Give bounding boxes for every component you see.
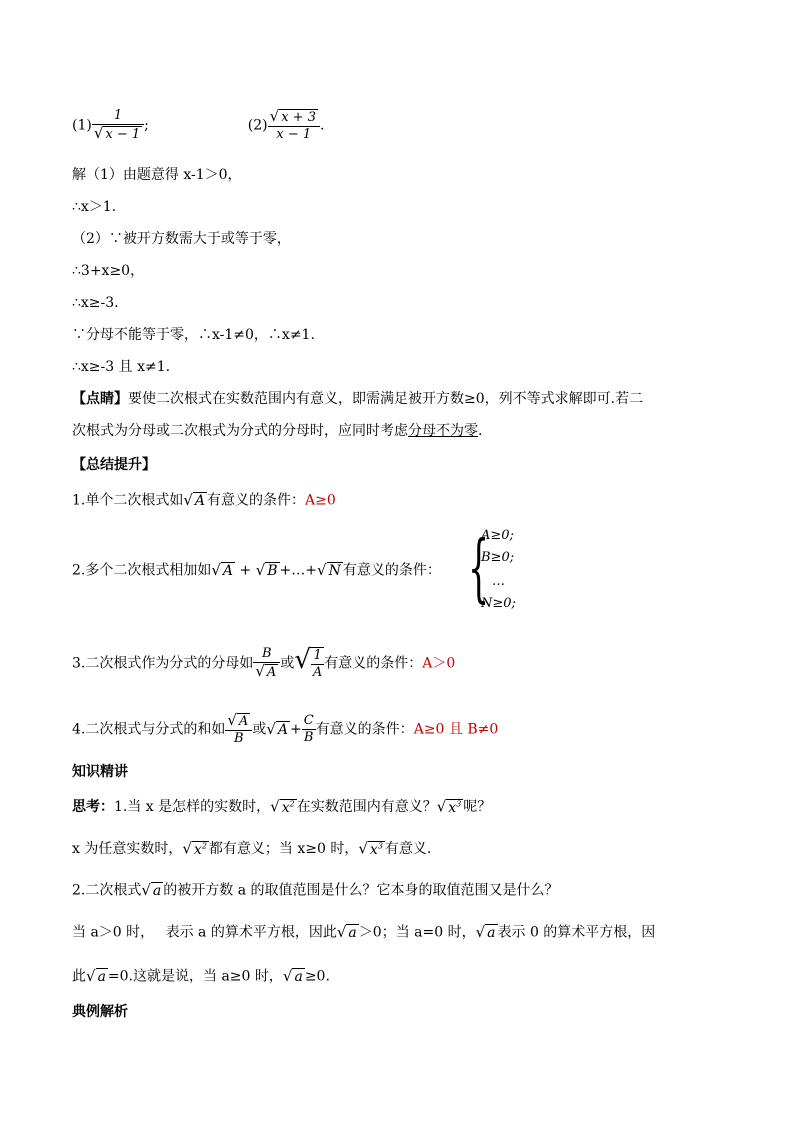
think-question-1: 思考：1.当 x 是怎样的实数时，√ $x^2$ 在实数范围内有意义？√ $x^3$ 呢？ xyxy=(72,797,492,816)
summary-item-3-condition: A＞0 xyxy=(422,655,456,672)
summary-item-3: 3.二次根式作为分式的分母如 $\frac{B}{√ A}$ 或√ $\frac{1}{A}$ 有意义的条件：A＞0 xyxy=(72,644,456,680)
think-question-2: 2.二次根式√ a 的被开方数 a 的取值范围是什么？它本身的取值范围又是什么？ xyxy=(72,881,559,899)
note-tag: 【点睛】 xyxy=(72,391,128,407)
note-line-2: 次根式为分母或二次根式为分式的分母时，应同时考虑分母不为零. xyxy=(72,423,483,439)
summary-item-2-conditions: { A≥0; B≥0; … N≥0; xyxy=(468,525,516,611)
summary-item-4: 4.二次根式与分式的和如 $\frac{√ A}{B}$ 或√ A + $\frac{C}{B}$ 有意义的条件：A≥0 且 B≠0 xyxy=(72,711,499,746)
summary-item-1: 1.单个二次根式如√ A 有意义的条件：A≥0 xyxy=(72,491,336,509)
solution-line-6: ∵分母不能等于零，∴x-1≠0，∴x≠1. xyxy=(72,327,315,343)
summary-item-1-condition: A≥0 xyxy=(305,492,336,509)
summary-item-4-condition: A≥0 且 B≠0 xyxy=(413,721,499,738)
problem-1-label: (1) xyxy=(72,117,92,134)
summary-title: 【总结提升】 xyxy=(72,457,156,473)
knowledge-title: 知识精讲 xyxy=(72,764,128,780)
problem-line: (1) $\frac{1}{√ x - 1}$ ; (2) $\frac{√ x + 3}{x - 1}$ . xyxy=(72,107,325,142)
solution-line-1: 解（1）由题意得 x-1＞0， xyxy=(72,167,242,183)
problem-2-fraction: $\frac{√ x + 3}{x - 1}$ xyxy=(268,108,320,143)
solution-line-2: ∴x＞1. xyxy=(72,199,117,215)
left-brace-icon: { xyxy=(468,525,490,611)
solution-line-7: ∴x≥-3 且 x≠1. xyxy=(72,359,171,375)
solution-line-3: （2）∵被开方数需大于或等于零， xyxy=(72,231,291,247)
summary-item-2: 2.多个二次根式相加如√ A + √ B +…+√ N 有意义的条件： xyxy=(72,561,441,579)
problem-2-label: (2) xyxy=(247,117,268,134)
solution-line-4: ∴3+x≥0， xyxy=(72,263,145,279)
solution-line-5: ∴x≥-3. xyxy=(72,295,119,311)
example-title: 典例解析 xyxy=(72,1004,128,1020)
problem-1-fraction: $\frac{1}{√ x - 1}$ xyxy=(92,108,144,143)
note-line-1: 【点睛】要使二次根式在实数范围内有意义，即需满足被开方数≥0，列不等式求解即可.若二 xyxy=(72,391,644,407)
think-answer-2-line-1: 当 a＞0 时， 表示 a 的算术平方根，因此√ a ＞0；当 a=0 时，√ a 表示 0 的算术平方根，因 xyxy=(72,923,656,941)
think-answer-1: x 为任意实数时，√ $x^2$ 都有意义；当 x≥0 时，√ $x^3$ 有意义. xyxy=(72,839,432,858)
think-answer-2-line-2: 此√ a =0.这就是说，当 a≥0 时，√ a ≥0. xyxy=(72,967,330,985)
